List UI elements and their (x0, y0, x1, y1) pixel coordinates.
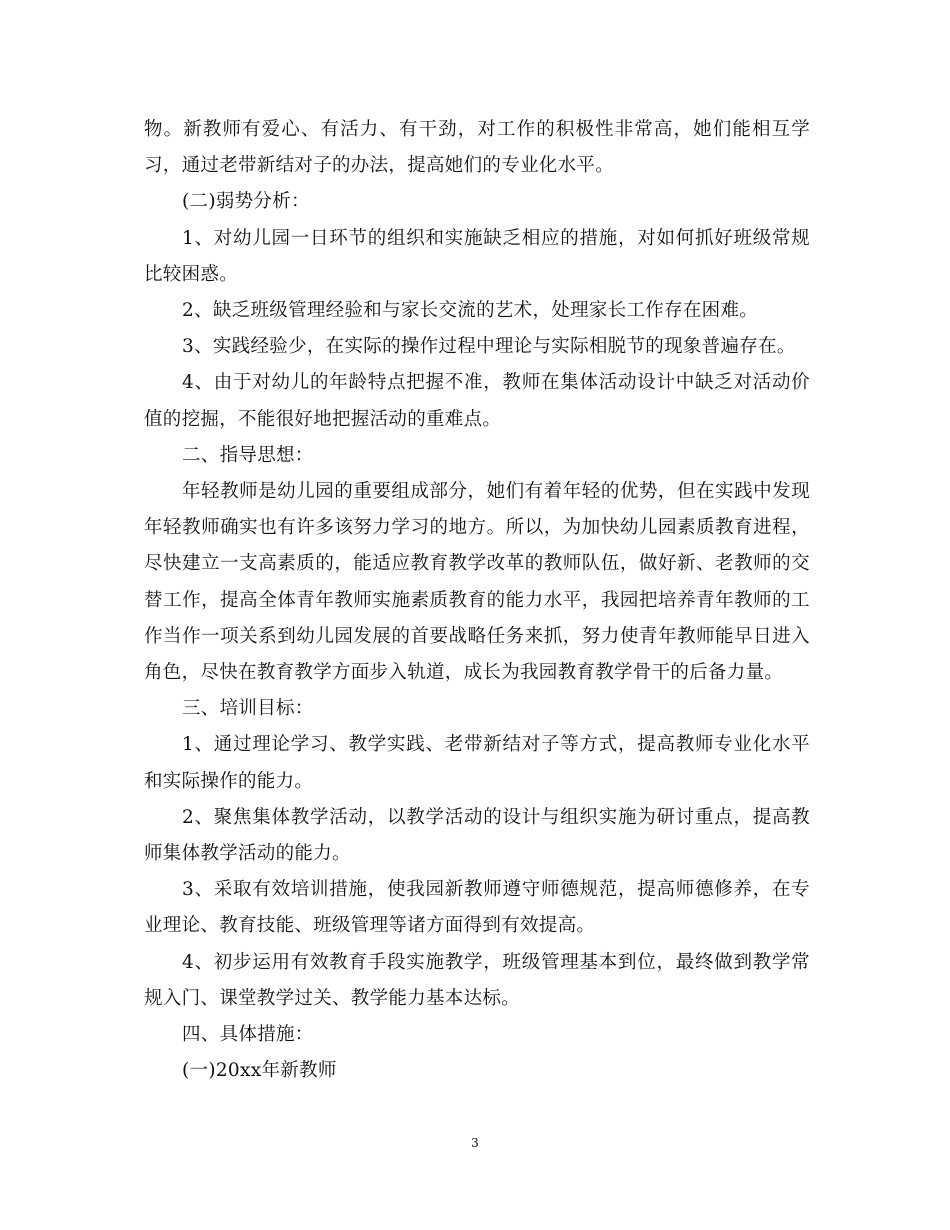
paragraph: 1、通过理论学习、教学实践、老带新结对子等方式，提高教师专业化水平和实际操作的能力。 (144, 734, 810, 792)
section-heading-weakness: (二)弱势分析： (182, 191, 310, 213)
paragraph: 3、实践经验少，在实际的操作过程中理论与实际相脱节的现象普遍存在。 (182, 336, 796, 358)
subsection-heading: (一)20xx年新教师 (182, 1060, 337, 1082)
paragraph: 3、采取有效培训措施，使我园新教师遵守师德规范，提高师德修养，在专业理论、教育技能、班级管理等诸方面得到有效提高。 (144, 879, 810, 937)
paragraph: 4、由于对幼儿的年龄特点把握不准，教师在集体活动设计中缺乏对活动价值的挖掘，不能很好地把握活动的重难点。 (144, 372, 810, 430)
paragraph: 年轻教师是幼儿园的重要组成部分，她们有着年轻的优势，但在实践中发现年轻教师确实也有许多该努力学习的地方。所以，为加快幼儿园素质教育进程，尽快建立一支高素质的，能适应教育教学改革的教师队伍，做好新、老教师的交替工作，提高全体青年教师实施素质教育的能力水平，我园把培养青年教师的工作当作一项关系到幼儿园发展的首要战略任务来抓，努力使青年教师能早日进入角色，尽快在教育教学方面步入轨道，成长为我园教育教学骨干的后备力量。 (144, 481, 810, 684)
page-number: 3 (471, 1136, 479, 1150)
document-body (144, 112, 810, 1089)
paragraph: 2、聚焦集体教学活动，以教学活动的设计与组织实施为研讨重点，提高教师集体教学活动的能力。 (144, 806, 810, 865)
paragraph: 1、对幼儿园一日环节的组织和实施缺乏相应的措施，对如何抓好班级常规比较困惑。 (144, 227, 810, 285)
section-heading-specific-measures: 四、具体措施： (182, 1024, 314, 1046)
paragraph: 物。新教师有爱心、有活力、有干劲，对工作的积极性非常高，她们能相互学习，通过老带新结对子的办法，提高她们的专业化水平。 (144, 119, 810, 177)
paragraph: 2、缺乏班级管理经验和与家长交流的艺术，处理家长工作存在困难。 (182, 300, 759, 322)
section-heading-training-goals: 三、培训目标： (182, 698, 314, 720)
section-heading-guiding-ideology: 二、指导思想： (182, 444, 314, 466)
paragraph: 4、初步运用有效教育手段实施教学，班级管理基本到位，最终做到教学常规入门、课堂教学过关、教学能力基本达标。 (144, 951, 810, 1009)
